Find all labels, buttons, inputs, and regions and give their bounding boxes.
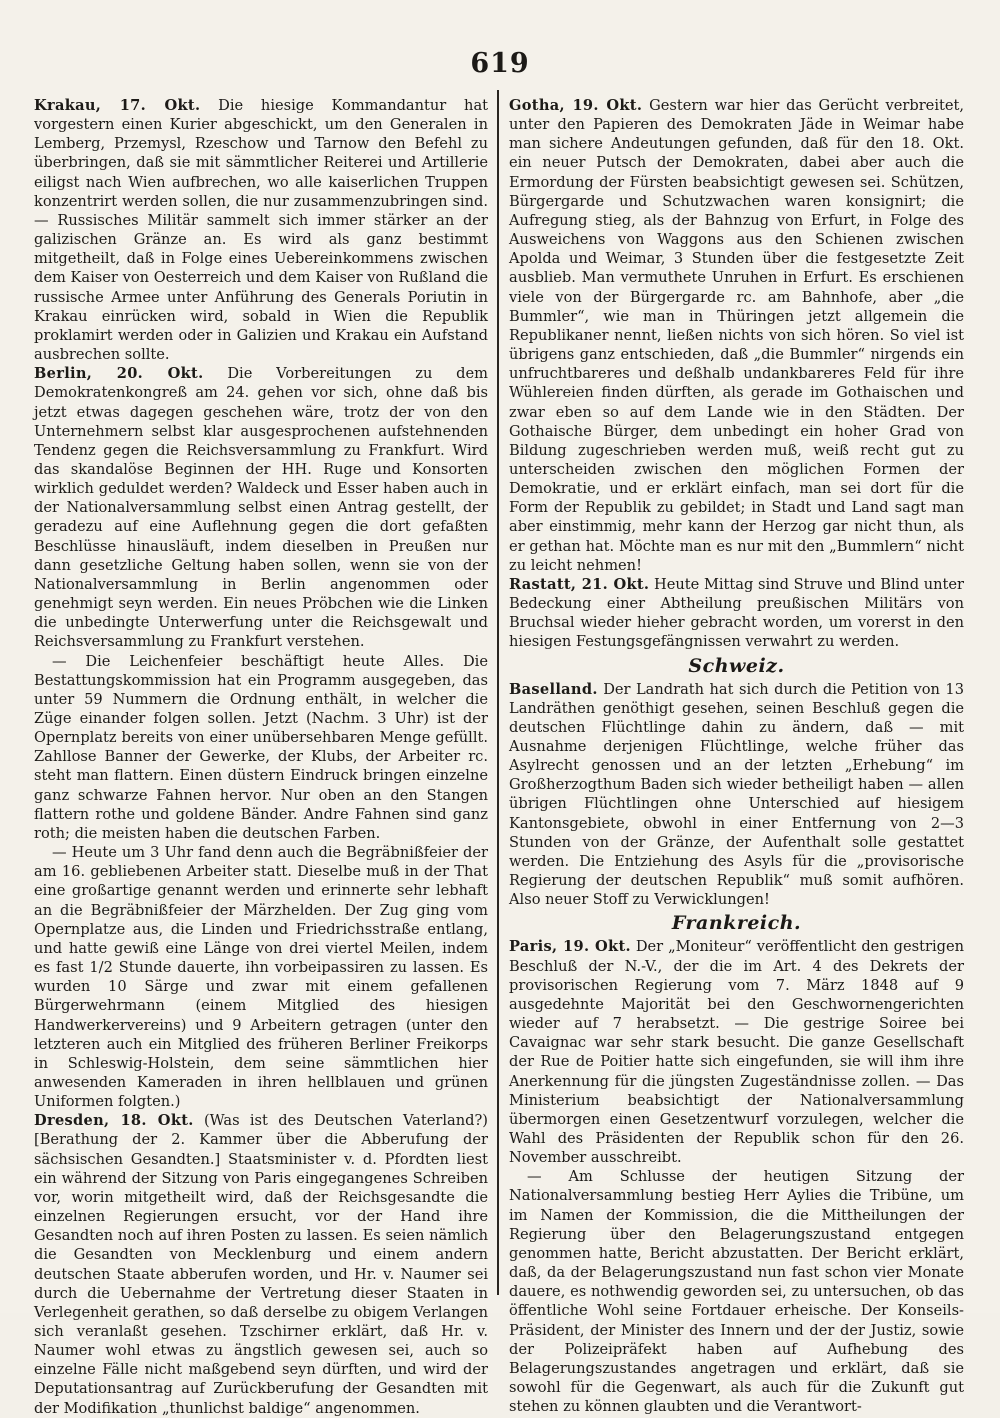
dateline: Gotha, 19. Okt. [509, 97, 643, 114]
article-paragraph [509, 937, 964, 1167]
article-paragraph [509, 1167, 964, 1416]
article-paragraph [34, 1111, 488, 1418]
article-text: Gestern war hier das Gerücht verbreitet, unter den Papieren des Demokraten Jäde in Weimar habe man sichere Andeutungen gefunden, daß für den 18. Okt. ein neuer Putsch der Demokraten, dabei aber auch die Ermordung der Fürsten beabsichtigt gewesen sei. Schützen, Bürgergarde und Schutzwachen waren konsignirt; die Aufregung stieg, als der Bahnzug von Erfurt, in Folge des Ausweichens von Waggons aus den Schienen zwischen Apolda und Weimar, 3 Stunden über die festgesetzte Zeit ausblieb. Man vermuthete Unruhen in Erfurt. Es erschienen viele von der Bürgergarde rc. am Bahnhofe, aber „die Bummler“, wie man in Thüringen jetzt allgemein die Republikaner nennt, ließen nichts von sich hören. So viel ist übrigens ganz entschieden, daß „die Bummler“ nirgends ein unfruchtbareres und deßhalb undankbareres Feld für ihre Wühlereien finden dürften, als gerade im Gothaischen und zwar eben so auf dem Lande wie in den Städten. Der Gothaische Bürger, dem unbedingt ein hoher Grad von Bildung zugeschrieben werden muß, weiß recht gut zu unterscheiden zwischen den möglichen Formen der Demokratie, und er erklärt einfach, man sei dort für die Form der Republik zu gebildet; in Stadt und Land sagt man aber einstimmig, mehr kann der Herzog gar nicht thun, als er gethan hat. Möchte man es nur mit den „Bummlern“ nicht zu leicht nehmen! [509, 97, 964, 574]
article-paragraph [509, 680, 964, 910]
article-paragraph [34, 843, 488, 1111]
article-text: Die Vorbereitungen zu dem Demokratenkongreß am 24. gehen vor sich, ohne daß bis jetzt etwas dagegen geschehen wäre, trotz der von den Unternehmern selbst klar ausgesprochenen aufstehnenden Tendenz gegen die Reichsversammlung zu Frankfurt. Wird das skandalöse Beginnen der HH. Ruge und Konsorten wirklich geduldet werden? Waldeck und Esser haben auch in der Nationalversammlung selbst einen Antrag gestellt, der geradezu auf eine Auflehnung gegen die dort gefaßten Beschlüsse hinausläuft, indem dieselben in Preußen nur dann gesetzliche Geltung haben sollen, wenn sie von der Nationalversammlung in Berlin angenommen oder genehmigt seyn werden. Ein neues Pröbchen wie die Linken die unbedingte Unterwerfung unter die Reichsgewalt und Reichsversammlung zu Frankfurt verstehen. [34, 365, 489, 651]
right-column [509, 96, 965, 1416]
article-text: Der „Moniteur“ veröffentlicht den gestrigen Beschluß der N.-V., der die im Art. 4 des Dekrets der provisorischen Regierung vom 7. März 1848 auf 9 ausgedehnte Majorität bei den Geschwornengerichten wieder auf 7 herabsetzt. — Die gestrige Soiree bei Cavaignac war sehr stark besucht. Die ganze Gesellschaft der Rue de Poitier hatte sich eingefunden, sie will ihm ihre Anerkennung für die jüngsten Zugeständnisse zollen. — Das Ministerium beabsichtigt der Nationalversammlung übermorgen einen Gesetzentwurf vorzulegen, welcher die Wahl des Präsidenten der Republik schon für den 26. November ausschreibt. [509, 938, 965, 1167]
dateline: Berlin, 20. Okt. [34, 365, 204, 383]
dateline: Paris, 19. Okt. [509, 938, 631, 956]
article-paragraph [509, 575, 964, 652]
article-text: Heute Mittag sind Struve und Blind unter Bedeckung einer Abtheilung preußischen Militärs von Bruchsal wieder hieher gebracht worden, um vorerst in den hiesigen Festungsgefängnissen verwahrt zu werden. [509, 575, 965, 651]
article-text: — Am Schlusse der heutigen Sitzung der Nationalversammlung bestieg Herr Aylies die Tribüne, um im Namen der Kommission, die die Mittheilungen der Regierung über den Belagerungszustand entgegen genommen hatte, Bericht abzustatten. Der Bericht erklärt, daß, da der Belagerungszustand nun fast schon vier Monate dauere, es nothwendig geworden sei, zu untersuchen, ob das öffentliche Wohl seine Fortdauer erheische. Der Konseils-Präsident, der Minister des Innern und der der Justiz, sowie der Polizeipräfekt haben auf Aufhebung des Belagerungszustandes angetragen und erklärt, daß sie sowohl für die Gegenwart, als auch für die Zukunft gut stehen zu können glaubten und die Verantwort- [509, 1168, 964, 1416]
dateline: Dresden, 18. Okt. [34, 1112, 194, 1130]
page-number: 619 [470, 48, 530, 79]
section-heading: Frankreich. [671, 912, 802, 935]
article-text: (Was ist des Deutschen Vaterland?) [Berathung der 2. Kammer über die Abberufung der sächsischen Gesandten.] Staatsminister v. d. Pfordten liest ein während der Sitzung von Paris eingegangenes Schreiben vor, worin mitgetheilt wird, daß der Reichsgesandte die einzelnen Regierungen ersucht, vor der Hand ihre Gesandten noch auf ihren Posten zu lassen. Es seien nämlich die Gesandten von Mecklenburg und einem andern deutschen Staate abberufen worden, und Hr. v. Naumer sei durch die Uebernahme der Vertretung dieser Staaten in Verlegenheit gerathen, so daß derselbe zu obigem Verlangen sich veranlaßt gesehen. Tzschirner erklärt, daß Hr. v. Naumer wohl etwas zu ängstlich gewesen sei, auch so einzelne Fälle nicht maßgebend seyn dürften, und wird der Deputationsantrag auf Zurückberufung der Gesandten mit der Modifikation „thunlichst baldige“ angenommen. [34, 1112, 488, 1417]
article-paragraph [34, 96, 488, 364]
article-paragraph [34, 652, 488, 844]
dateline: Baselland. [509, 680, 598, 698]
section-heading: Schweiz. [688, 654, 785, 677]
left-column [34, 96, 489, 1417]
article-paragraph [509, 96, 964, 575]
column-divider [497, 90, 499, 1295]
article-paragraph [34, 364, 488, 651]
article-text: — Heute um 3 Uhr fand denn auch die Begräbnißfeier der am 16. gebliebenen Arbeiter statt. Dieselbe muß in der That eine großartige genannt werden und erinnerte sehr lebhaft an die Begräbnißfeier der Märzhelden. Der Zug ging vom Opernplatze aus, die Linden und Friedrichsstraße entlang, und hatte gewiß eine Länge von drei viertel Meilen, indem es fast 1/2 Stunde dauerte, ihn vorbeipassiren zu lassen. Es wurden 10 Särge und zwar mit einem gefallenen Bürgerwehrmann (einem Mitglied des hiesigen Handwerkervereins) und 9 Arbeitern getragen (unter den letzteren auch ein Mitglied des früheren Berliner Freikorps in Schleswig-Holstein, dem seine sämmtlichen hier anwesenden Kameraden in ihren hellblauen und grünen Uniformen folgten.) [34, 844, 488, 1111]
dateline: Krakau, 17. Okt. [34, 97, 201, 114]
article-text: Der Landrath hat sich durch die Petition von 13 Landräthen genöthigt gesehen, seinen Beschluß gegen die deutschen Flüchtlinge dahin zu ändern, daß — mit Ausnahme derjenigen Flüchtlinge, welche früher das Asylrecht genossen und an der letzten „Erhebung“ im Großherzogthum Baden sich wieder betheiligt haben — allen übrigen Flüchtlingen ohne Unterschied auf hiesigem Kantonsgebiete, obwohl in einer Entfernung von 2—3 Stunden von der Gränze, der Aufenthalt solle gestattet werden. Die Entziehung des Asyls für die „provisorische Regierung der deutschen Republik“ muß somit aufhören. Also neuer Stoff zu Verwicklungen! [509, 680, 964, 909]
article-text: — Die Leichenfeier beschäftigt heute Alles. Die Bestattungskommission hat ein Programm ausgegeben, das unter 59 Nummern die Ordnung enthält, in welcher die Züge einander folgen sollen. Jetzt (Nachm. 3 Uhr) ist der Opernplatz bereits von einer unübersehbaren Menge gefüllt. Zahllose Banner der Gewerke, der Klubs, der Arbeiter rc. steht man flattern. Einen düstern Eindruck bringen einzelne ganz schwarze Fahnen hervor. Nur oben an den Stangen flattern rothe und goldene Bänder. Andre Fahnen sind ganz roth; die meisten haben die deutschen Farben. [34, 652, 488, 842]
article-text: Die hiesige Kommandantur hat vorgestern einen Kurier abgeschickt, um den Generalen in Lemberg, Przemysl, Rzeschow und Tarnow den Befehl zu überbringen, daß sie mit sämmtlicher Reiterei und Artillerie eiligst nach Wien aufbrechen, wo alle kaiserlichen Truppen konzentrirt werden sollen, die nur zusammenzubringen sind. — Russisches Militär sammelt sich immer stärker an der galizischen Gränze an. Es wird als ganz bestimmt mitgetheilt, daß in Folge eines Uebereinkommens zwischen dem Kaiser von Oesterreich und dem Kaiser von Rußland die russische Armee unter Anführung des Generals Poriutin in Krakau einrücken wird, sobald in Wien die Republik proklamirt werden oder in Galizien und Krakau ein Aufstand ausbrechen sollte. [34, 97, 489, 364]
dateline: Rastatt, 21. Okt. [509, 575, 650, 593]
